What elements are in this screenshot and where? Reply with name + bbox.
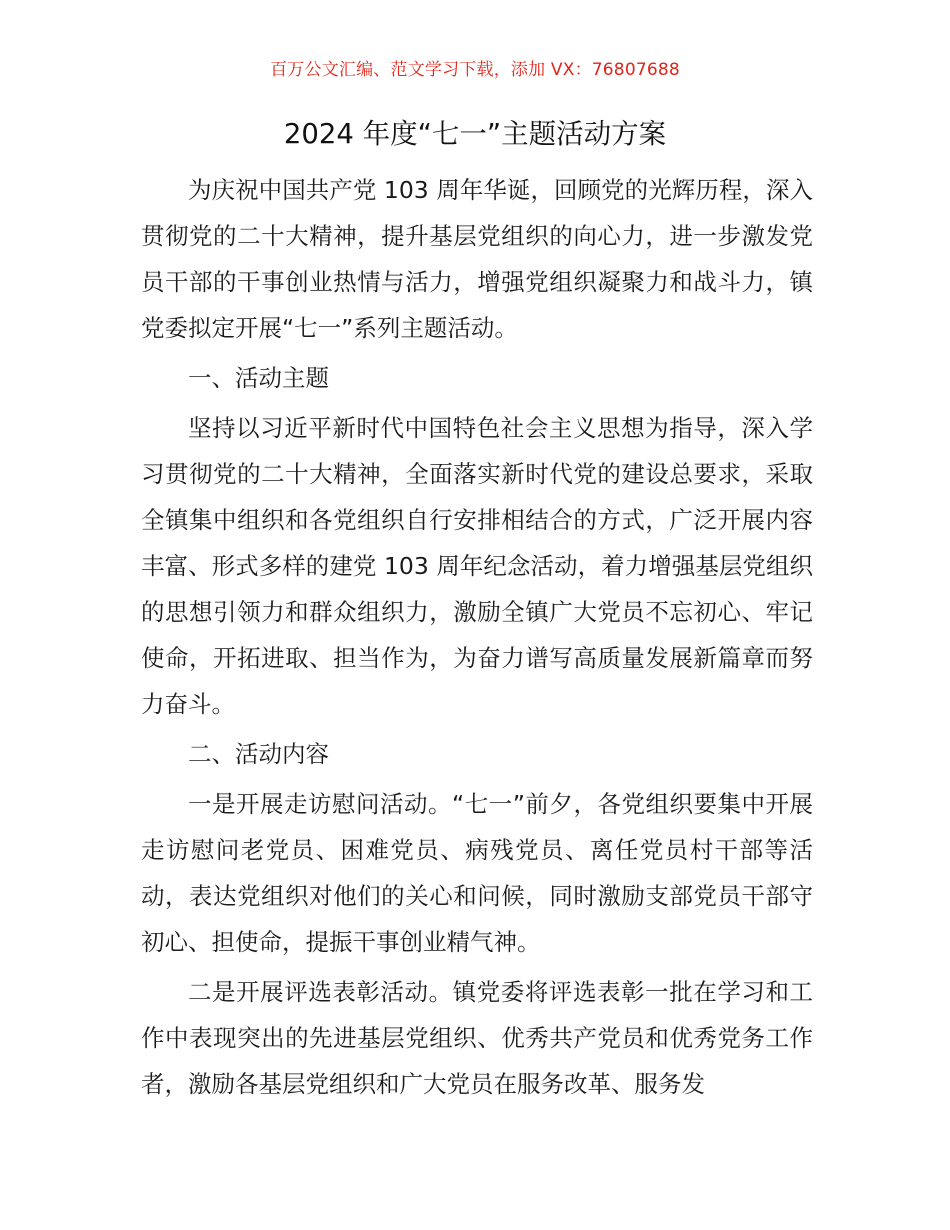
document-body <box>141 167 813 1107</box>
watermark-header: 百万公文汇编、范文学习下载，添加 VX：76807688 <box>270 60 680 80</box>
intro-paragraph: 为庆祝中国共产党 103 周年华诞，回顾党的光辉历程，深入贯彻党的二十大精神，提升基层党组织的向心力，进一步激发党员干部的干事创业热情与活力，增强党组织凝聚力和战斗力，镇党委拟定开展“七一”系列主题活动。 <box>141 176 813 342</box>
content-item-awards: 二是开展评选表彰活动。镇党委将评选表彰一批在学习和工作中表现突出的先进基层党组织、优秀共产党员和优秀党务工作者，激励各基层党组织和广大党员在服务改革、服务发 <box>141 978 813 1098</box>
section-heading-content: 二、活动内容 <box>188 740 329 768</box>
section-heading-theme: 一、活动主题 <box>188 364 329 392</box>
theme-paragraph: 坚持以习近平新时代中国特色社会主义思想为指导，深入学习贯彻党的二十大精神，全面落实新时代党的建设总要求，采取全镇集中组织和各党组织自行安排相结合的方式，广泛开展内容丰富、形式多样的建党 103 周年纪念活动，着力增强基层党组织的思想引领力和群众组织力，激励全镇广大党员不忘初心、牢记使命，开拓进取、担当作为，为奋力谱写高质量发展新篇章而努力奋斗。 <box>141 414 813 718</box>
document-title: 2024 年度“七一”主题活动方案 <box>283 118 667 150</box>
content-item-visits: 一是开展走访慰问活动。“七一”前夕，各党组织要集中开展走访慰问老党员、困难党员、病残党员、离任党员村干部等活动，表达党组织对他们的关心和问候，同时激励支部党员干部守初心、担使命，提振干事创业精气神。 <box>141 790 813 956</box>
